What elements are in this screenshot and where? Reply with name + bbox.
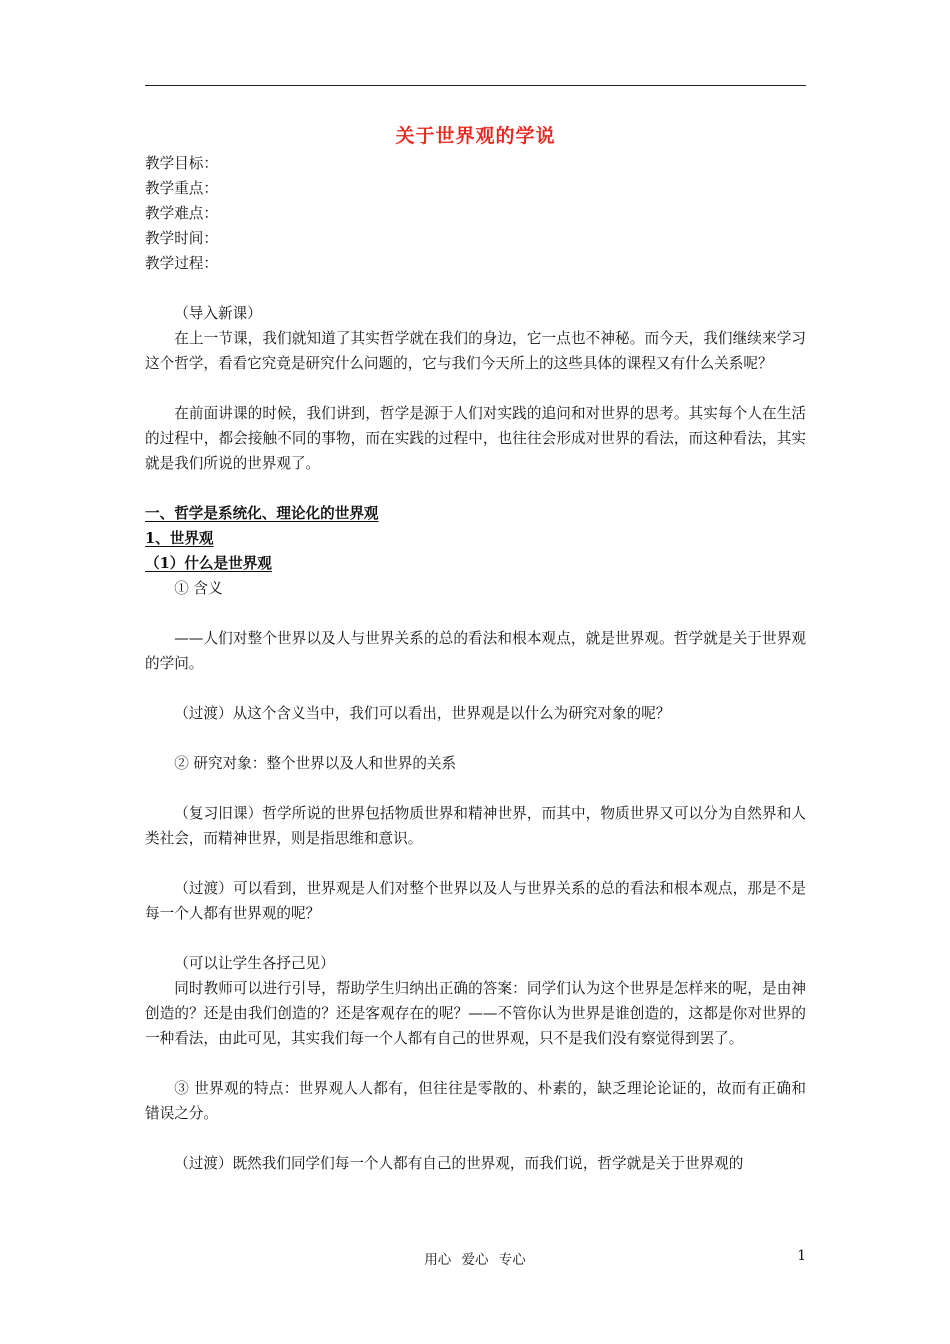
subsection-heading: 1、世界观: [145, 530, 214, 547]
definition-text: ——人们对整个世界以及人与世界关系的总的看法和根本观点，就是世界观。哲学就是关于世界观的学问。: [145, 630, 806, 672]
section-heading: 一、哲学是系统化、理论化的世界观: [145, 505, 379, 522]
intro-label: （导入新课）: [174, 305, 262, 322]
footer-motto: 用心 爱心 专心: [424, 1252, 526, 1268]
item-definition-label: ① 含义: [174, 580, 223, 597]
meta-key-points: 教学重点：: [145, 180, 218, 197]
transition-1: （过渡）从这个含义当中，我们可以看出，世界观是以什么为研究对象的呢？: [174, 705, 671, 722]
document-body: [145, 151, 806, 1176]
paragraph-intro: 在上一节课，我们就知道了其实哲学就在我们的身边，它一点也不神秘。而今天，我们继续来学习这个哲学，看看它究竟是研究什么问题的，它与我们今天所上的这些具体的课程又有什么关系呢？: [145, 330, 806, 372]
meta-objectives: 教学目标：: [145, 155, 218, 172]
guidance-text: 同时教师可以进行引导，帮助学生归纳出正确的答案：同学们认为这个世界是怎样来的呢，是由神创造的？还是由我们创造的？还是客观存在的呢？——不管你认为世界是谁创造的，这都是你对世界的一种看法，由此可见，其实我们每一个人都有自己的世界观，只不是我们没有察觉得到罢了。: [145, 980, 806, 1047]
meta-process: 教学过程：: [145, 255, 218, 272]
page-number: 1: [797, 1248, 806, 1264]
item-research-object: ② 研究对象：整个世界以及人和世界的关系: [174, 755, 457, 772]
transition-3: （过渡）既然我们同学们每一个人都有自己的世界观，而我们说，哲学就是关于世界观的: [174, 1155, 744, 1172]
review-text: （复习旧课）哲学所说的世界包括物质世界和精神世界，而其中，物质世界又可以分为自然界和人类社会，而精神世界，则是指思维和意识。: [145, 805, 806, 847]
paragraph-context: 在前面讲课的时候，我们讲到，哲学是源于人们对实践的追问和对世界的思考。其实每个人在生活的过程中，都会接触不同的事物，而在实践的过程中，也往往会形成对世界的看法，而这种看法，其实就是我们所说的世界观了。: [145, 405, 806, 472]
discussion-label: （可以让学生各抒己见）: [174, 955, 335, 972]
subsubsection-heading: （1）什么是世界观: [145, 555, 272, 572]
meta-difficulties: 教学难点：: [145, 205, 218, 222]
meta-time: 教学时间：: [145, 230, 218, 247]
header-rule: [145, 85, 806, 86]
item-characteristics: ③ 世界观的特点：世界观人人都有，但往往是零散的、朴素的，缺乏理论论证的，故而有正确和错误之分。: [145, 1080, 806, 1122]
page-title: 关于世界观的学说: [395, 125, 556, 147]
transition-2: （过渡）可以看到，世界观是人们对整个世界以及人与世界关系的总的看法和根本观点，那是不是每一个人都有世界观的呢？: [145, 880, 806, 922]
